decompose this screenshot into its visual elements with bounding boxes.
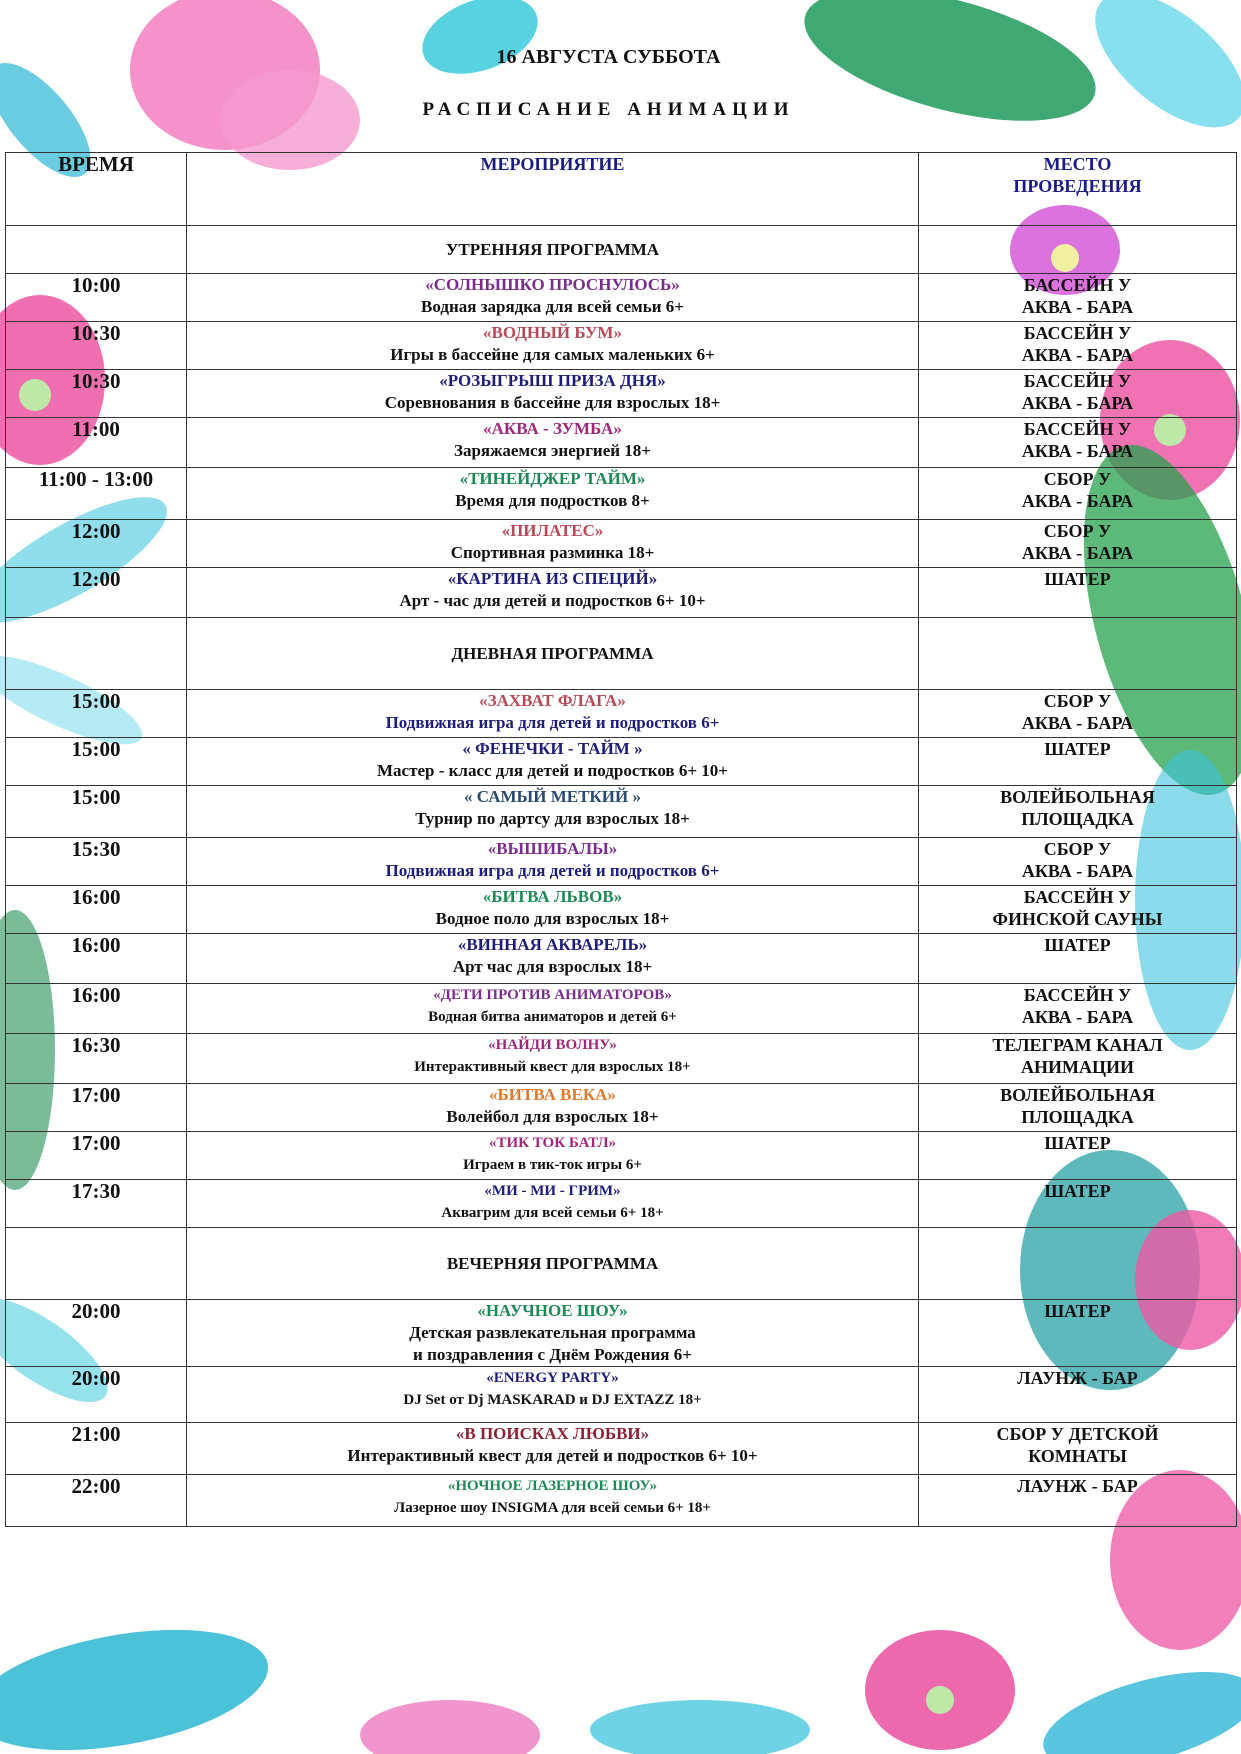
event-description: Волейбол для взрослых 18+	[446, 1107, 659, 1126]
pink-petal-shape	[360, 1700, 540, 1754]
event-name: «СОЛНЫШКО ПРОСНУЛОСЬ»	[425, 275, 680, 294]
event-place-line: ВОЛЕЙБОЛЬНАЯ	[1000, 1085, 1155, 1105]
event-cell	[187, 690, 919, 738]
event-place	[919, 1367, 1237, 1423]
event-place-line: АНИМАЦИИ	[1021, 1057, 1134, 1077]
event-name: «НАУЧНОЕ ШОУ»	[477, 1301, 628, 1320]
event-place	[919, 786, 1237, 838]
event-time: 16:00	[6, 984, 187, 1034]
event-description: Соревнования в бассейне для взрослых 18+	[384, 393, 721, 412]
schedule-row	[6, 322, 1237, 370]
event-place-line: СБОР У ДЕТСКОЙ	[996, 1424, 1159, 1444]
green-leaf-shape	[791, 0, 1109, 147]
event-place	[919, 934, 1237, 984]
event-description: Водная зарядка для всей семьи 6+	[421, 297, 684, 316]
event-cell	[187, 370, 919, 418]
section-title: ВЕЧЕРНЯЯ ПРОГРАММА	[187, 1228, 919, 1300]
event-cell	[187, 1084, 919, 1132]
event-name: «НАЙДИ ВОЛНУ»	[488, 1037, 617, 1053]
flower-center-shape	[926, 1686, 954, 1714]
schedule-row	[6, 1084, 1237, 1132]
event-place-line: СБОР У	[1043, 691, 1112, 711]
event-place-line: СБОР У	[1043, 839, 1112, 859]
schedule-title: РАСПИСАНИЕ АНИМАЦИИ	[422, 99, 795, 120]
schedule-row	[6, 1180, 1237, 1228]
event-place	[919, 1034, 1237, 1084]
schedule-row	[6, 468, 1237, 520]
event-description: Арт - час для детей и подростков 6+ 10+	[399, 591, 706, 610]
schedule-row	[6, 568, 1237, 618]
event-place-line: АКВА - БАРА	[1021, 491, 1134, 511]
event-cell	[187, 1475, 919, 1527]
table-header-row	[6, 153, 1237, 226]
event-place	[919, 738, 1237, 786]
event-cell	[187, 468, 919, 520]
section-place-cell	[919, 1228, 1237, 1300]
schedule-row	[6, 1300, 1237, 1367]
event-place-line: ШАТЕР	[1044, 739, 1111, 759]
cyan-leaf-shape	[1033, 1653, 1241, 1754]
event-description: Игры в бассейне для самых маленьких 6+	[390, 345, 715, 364]
event-place-line: ЛАУНЖ - БАР	[1017, 1476, 1138, 1496]
event-name: «ДЕТИ ПРОТИВ АНИМАТОРОВ»	[433, 987, 672, 1003]
event-name: «ТИНЕЙДЖЕР ТАЙМ»	[459, 469, 646, 488]
event-time: 22:00	[6, 1475, 187, 1527]
event-place-line: СБОР У	[1043, 469, 1112, 489]
event-description: и поздравления с Днём Рождения 6+	[413, 1345, 692, 1364]
event-time: 16:00	[6, 886, 187, 934]
event-name: «ENERGY PARTY»	[486, 1370, 619, 1386]
schedule-table	[5, 152, 1237, 1527]
event-place-line: КОМНАТЫ	[1028, 1446, 1127, 1466]
event-cell	[187, 1034, 919, 1084]
event-name: «КАРТИНА ИЗ СПЕЦИЙ»	[447, 569, 658, 588]
schedule-row	[6, 1132, 1237, 1180]
event-cell	[187, 520, 919, 568]
event-time: 15:00	[6, 786, 187, 838]
event-description: Интерактивный квест для взрослых 18+	[414, 1059, 691, 1075]
event-time: 17:00	[6, 1084, 187, 1132]
event-place-line: ШАТЕР	[1044, 1301, 1111, 1321]
event-place-line: ПЛОЩАДКА	[1021, 809, 1134, 829]
section-row	[6, 1228, 1237, 1300]
event-place-line: ШАТЕР	[1044, 1133, 1111, 1153]
event-name: «МИ - МИ - ГРИМ»	[484, 1183, 621, 1199]
event-place-line: ШАТЕР	[1044, 569, 1111, 589]
event-time: 10:30	[6, 370, 187, 418]
section-row	[6, 226, 1237, 274]
event-time: 12:00	[6, 520, 187, 568]
event-name: «РОЗЫГРЫШ ПРИЗА ДНЯ»	[439, 371, 666, 390]
event-cell	[187, 786, 919, 838]
event-name: «В ПОИСКАХ ЛЮБВИ»	[455, 1424, 650, 1443]
event-place-line: БАССЕЙН У	[1023, 323, 1132, 343]
event-time: 20:00	[6, 1367, 187, 1423]
event-place	[919, 1180, 1237, 1228]
event-place-line: АКВА - БАРА	[1021, 713, 1134, 733]
event-cell	[187, 1132, 919, 1180]
event-time: 16:00	[6, 934, 187, 984]
event-description: Интерактивный квест для детей и подростков 6+ 10+	[347, 1446, 758, 1465]
event-name: «ВЫШИБАЛЫ»	[487, 839, 618, 858]
event-name: «БИТВА ЛЬВОВ»	[482, 887, 623, 906]
schedule-row	[6, 886, 1237, 934]
column-header-event: МЕРОПРИЯТИЕ	[187, 153, 919, 226]
event-description: Аквагрим для всей семьи 6+ 18+	[441, 1205, 664, 1221]
event-cell	[187, 1367, 919, 1423]
event-time: 11:00	[6, 418, 187, 468]
section-time-cell	[6, 1228, 187, 1300]
event-place-line: БАССЕЙН У	[1023, 887, 1132, 907]
event-place-line: АКВА - БАРА	[1021, 1007, 1134, 1027]
event-place-line: АКВА - БАРА	[1021, 345, 1134, 365]
event-place-line: АКВА - БАРА	[1021, 297, 1134, 317]
event-cell	[187, 568, 919, 618]
event-description: Арт час для взрослых 18+	[452, 957, 653, 976]
event-time: 16:30	[6, 1034, 187, 1084]
section-time-cell	[6, 618, 187, 690]
event-time: 15:00	[6, 738, 187, 786]
event-cell	[187, 322, 919, 370]
event-time: 11:00 - 13:00	[6, 468, 187, 520]
event-place	[919, 418, 1237, 468]
schedule-row	[6, 1423, 1237, 1475]
event-place	[919, 1475, 1237, 1527]
event-place	[919, 370, 1237, 418]
event-place	[919, 274, 1237, 322]
event-place	[919, 838, 1237, 886]
event-cell	[187, 1423, 919, 1475]
event-cell	[187, 738, 919, 786]
event-time: 21:00	[6, 1423, 187, 1475]
event-name: « САМЫЙ МЕТКИЙ »	[464, 787, 641, 806]
event-place-line: ШАТЕР	[1044, 1181, 1111, 1201]
schedule-date: 16 АВГУСТА СУББОТА	[496, 46, 721, 68]
event-name: «ВОДНЫЙ БУМ»	[483, 323, 622, 342]
event-description: DJ Set от Dj MASKARAD и DJ EXTAZZ 18+	[403, 1392, 702, 1408]
schedule-row	[6, 1367, 1237, 1423]
event-place-line: ТЕЛЕГРАМ КАНАЛ	[992, 1035, 1163, 1055]
event-name: «ВИННАЯ АКВАРЕЛЬ»	[457, 935, 648, 954]
event-place-line: АКВА - БАРА	[1021, 393, 1134, 413]
event-description: Играем в тик-ток игры 6+	[463, 1157, 642, 1173]
event-cell	[187, 1180, 919, 1228]
section-place-cell	[919, 226, 1237, 274]
event-cell	[187, 418, 919, 468]
schedule-row	[6, 934, 1237, 984]
event-place	[919, 322, 1237, 370]
event-description: Подвижная игра для детей и подростков 6+	[385, 861, 720, 880]
section-place-cell	[919, 618, 1237, 690]
section-time-cell	[6, 226, 187, 274]
event-description: Водная битва аниматоров и детей 6+	[428, 1009, 677, 1025]
event-time: 12:00	[6, 568, 187, 618]
cyan-leaf-shape	[590, 1700, 810, 1754]
cyan-leaf-shape	[412, 0, 549, 88]
event-cell	[187, 274, 919, 322]
section-title: ДНЕВНАЯ ПРОГРАММА	[187, 618, 919, 690]
event-name: «ЗАХВАТ ФЛАГА»	[479, 691, 626, 710]
event-place-line: АКВА - БАРА	[1021, 543, 1134, 563]
event-name: « ФЕНЕЧКИ - ТАЙМ »	[462, 739, 643, 758]
event-name: «БИТВА ВЕКА»	[489, 1085, 616, 1104]
event-place	[919, 568, 1237, 618]
event-place	[919, 468, 1237, 520]
event-place-line: СБОР У	[1043, 521, 1112, 541]
event-cell	[187, 984, 919, 1034]
schedule-row	[6, 984, 1237, 1034]
event-place	[919, 1423, 1237, 1475]
event-description: Заряжаемся энергией 18+	[453, 441, 651, 460]
event-place-line: ШАТЕР	[1044, 935, 1111, 955]
event-place	[919, 1300, 1237, 1367]
event-cell	[187, 934, 919, 984]
event-place-line: БАССЕЙН У	[1023, 275, 1132, 295]
column-header-time: ВРЕМЯ	[6, 153, 187, 226]
event-place-line: БАССЕЙН У	[1023, 985, 1132, 1005]
event-description: Спортивная разминка 18+	[450, 543, 655, 562]
event-place-line: ПЛОЩАДКА	[1021, 1107, 1134, 1127]
schedule-row	[6, 690, 1237, 738]
schedule-row	[6, 738, 1237, 786]
event-place	[919, 690, 1237, 738]
cyan-leaf-shape	[0, 1610, 277, 1754]
event-description: Водное поло для взрослых 18+	[435, 909, 670, 928]
event-place-line: БАССЕЙН У	[1023, 419, 1132, 439]
schedule-row	[6, 1034, 1237, 1084]
event-description: Детская развлекательная программа	[409, 1323, 696, 1342]
event-cell	[187, 886, 919, 934]
event-cell	[187, 838, 919, 886]
schedule-row	[6, 520, 1237, 568]
event-time: 17:30	[6, 1180, 187, 1228]
event-place-line: ФИНСКОЙ САУНЫ	[992, 909, 1163, 929]
event-place-line: АКВА - БАРА	[1021, 861, 1134, 881]
event-place	[919, 984, 1237, 1034]
event-place-line: АКВА - БАРА	[1021, 441, 1134, 461]
event-description: Турнир по дартсу для взрослых 18+	[415, 809, 690, 828]
event-place	[919, 1084, 1237, 1132]
event-name: «НОЧНОЕ ЛАЗЕРНОЕ ШОУ»	[447, 1478, 658, 1494]
event-time: 20:00	[6, 1300, 187, 1367]
schedule-row	[6, 838, 1237, 886]
event-place	[919, 520, 1237, 568]
event-description: Время для подростков 8+	[455, 491, 650, 510]
event-time: 10:00	[6, 274, 187, 322]
event-time: 17:00	[6, 1132, 187, 1180]
schedule-row	[6, 370, 1237, 418]
event-place-line: БАССЕЙН У	[1023, 371, 1132, 391]
event-name: «ПИЛАТЕС»	[501, 521, 604, 540]
event-place-line: ЛАУНЖ - БАР	[1017, 1368, 1138, 1388]
schedule-row	[6, 418, 1237, 468]
section-row	[6, 618, 1237, 690]
event-description: Подвижная игра для детей и подростков 6+	[385, 713, 720, 732]
event-place-line: ВОЛЕЙБОЛЬНАЯ	[1000, 787, 1155, 807]
schedule-row	[6, 274, 1237, 322]
event-place	[919, 1132, 1237, 1180]
event-cell	[187, 1300, 919, 1367]
event-time: 10:30	[6, 322, 187, 370]
event-time: 15:30	[6, 838, 187, 886]
event-name: «АКВА - ЗУМБА»	[483, 419, 622, 438]
section-title: УТРЕННЯЯ ПРОГРАММА	[187, 226, 919, 274]
event-place	[919, 886, 1237, 934]
event-name: «ТИК ТОК БАТЛ»	[488, 1135, 617, 1151]
schedule-row	[6, 786, 1237, 838]
event-time: 15:00	[6, 690, 187, 738]
schedule-row	[6, 1475, 1237, 1527]
event-description: Лазерное шоу INSIGMA для всей семьи 6+ 18+	[394, 1500, 711, 1516]
event-description: Мастер - класс для детей и подростков 6+ 10+	[377, 761, 728, 780]
cyan-leaf-shape	[1072, 0, 1241, 152]
column-header-place: МЕСТО ПРОВЕДЕНИЯ	[919, 153, 1237, 226]
